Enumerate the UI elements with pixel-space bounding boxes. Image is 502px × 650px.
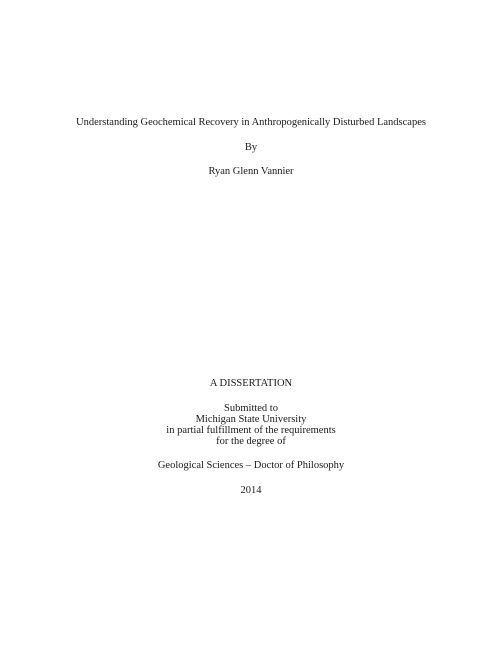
submission-line-4: for the degree of <box>216 436 286 447</box>
degree-name: Geological Sciences – Doctor of Philosophy <box>157 460 345 471</box>
submission-line-1: Submitted to <box>224 403 278 414</box>
dissertation-title: Understanding Geochemical Recovery in Anthropogenically Disturbed Landscapes <box>76 117 426 128</box>
submission-year: 2014 <box>240 485 262 496</box>
submission-line-3: in partial fulfillment of the requirements <box>166 425 336 436</box>
by-line: By <box>244 142 258 153</box>
submission-university: Michigan State University <box>195 414 307 425</box>
author-name: Ryan Glenn Vannier <box>208 166 294 177</box>
document-type: A DISSERTATION <box>209 378 293 389</box>
